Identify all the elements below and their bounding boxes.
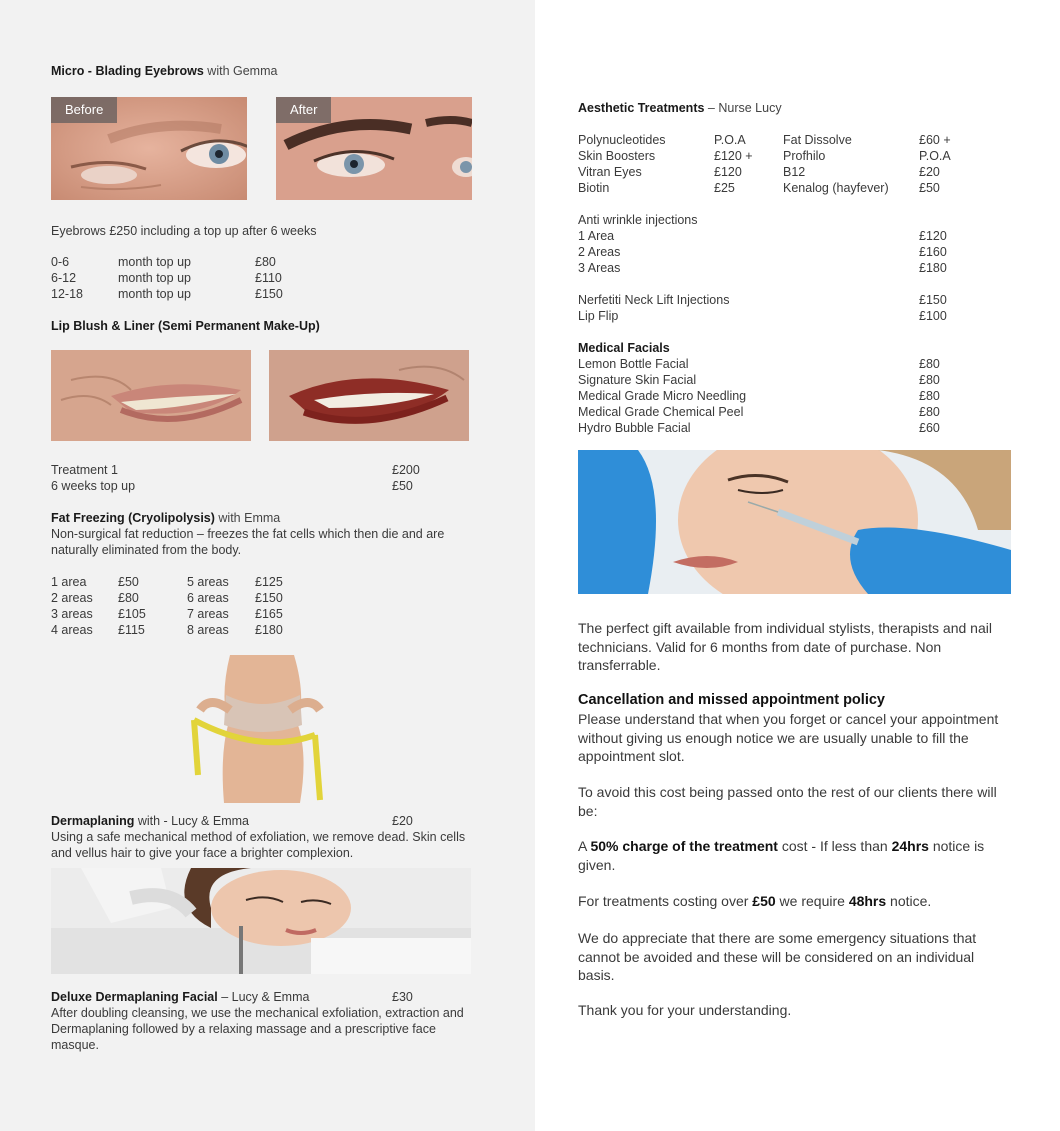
dermaplaning-photo: [51, 868, 471, 974]
lip-before-photo: [51, 350, 251, 441]
gift-text: The perfect gift available from individual stylists, therapists and nail technicians. Valid for 6 months from date of purchase. Non transferrable.: [578, 620, 992, 673]
after-eyebrow-photo: [276, 97, 472, 200]
medical-facial-row: Medical Grade Micro Needling £80: [578, 389, 940, 403]
aesthetic-title: Aesthetic Treatments: [578, 101, 705, 115]
fatfreeze-title: Fat Freezing (Cryolipolysis): [51, 511, 215, 525]
eyebrow-price-line: Eyebrows £250 including a top up after 6 weeks: [51, 224, 317, 238]
aesthetic-grid-row: Polynucleotides P.O.A Fat Dissolve £60 +: [578, 133, 951, 147]
medical-facial-row: Signature Skin Facial £80: [578, 373, 940, 387]
fatfreeze-heading: [51, 510, 280, 526]
dermaplaning-with: with - Lucy & Emma: [137, 814, 249, 828]
lipblush-heading: Lip Blush & Liner (Semi Permanent Make-Up): [51, 319, 320, 333]
aesthetic-grid-row: Biotin £25 Kenalog (hayfever) £50: [578, 181, 940, 195]
policy-paragraph-2: To avoid this cost being passed onto the rest of our clients there will be:: [578, 784, 997, 819]
policy-paragraph-6: Thank you for your understanding.: [578, 1002, 792, 1018]
lip-after-photo: [269, 350, 469, 441]
medical-facials-title: Medical Facials: [578, 341, 670, 355]
dermaplaning-title: Dermaplaning: [51, 814, 135, 828]
deluxe-price: £30: [392, 990, 413, 1004]
topup-row: 0-6 month top up £80: [51, 255, 276, 269]
microblading-title: Micro - Blading Eyebrows: [51, 64, 204, 78]
fatfreeze-body-photo: [190, 655, 330, 803]
aesthetic-heading: [578, 100, 782, 116]
fatfreeze-price-row: 3 areas £105 7 areas £165: [51, 607, 283, 621]
policy-paragraph-4: For treatments costing over £50 we require 48hrs notice.: [578, 893, 932, 909]
microblading-heading: [51, 63, 277, 79]
extra-treatment-row: Nerfetiti Neck Lift Injections £150: [578, 293, 947, 307]
lipblush-row: Treatment 1 £200: [51, 463, 420, 477]
topup-row: 6-12 month top up £110: [51, 271, 282, 285]
topup-row: 12-18 month top up £150: [51, 287, 283, 301]
extra-treatment-row: Lip Flip £100: [578, 309, 947, 323]
anti-wrinkle-row: 2 Areas £160: [578, 245, 947, 259]
before-eyebrow-photo: [51, 97, 247, 200]
medical-facial-row: Medical Grade Chemical Peel £80: [578, 405, 940, 419]
dermaplaning-price: £20: [392, 814, 413, 828]
deluxe-with: – Lucy & Emma: [221, 990, 310, 1004]
injection-photo: [578, 450, 1011, 594]
fatfreeze-with: with Emma: [218, 511, 281, 525]
dermaplaning-heading: [51, 813, 431, 829]
anti-wrinkle-title: Anti wrinkle injections: [578, 213, 698, 227]
policy-paragraph-5: We do appreciate that there are some emergency situations that cannot be avoided and these will be considered on an individual basis.: [578, 930, 977, 983]
fatfreeze-desc: Non-surgical fat reduction – freezes the fat cells which then die and are naturally eliminated from the body.: [51, 527, 445, 557]
policy-paragraph-1: Please understand that when you forget or cancel your appointment without giving us enough notice we are usually unable to fill the appointment slot.: [578, 711, 999, 764]
dermaplaning-desc: Using a safe mechanical method of exfoliation, we remove dead. Skin cells and vellus hair to give your face a brighter complexion.: [51, 830, 466, 860]
aesthetic-grid-row: Vitran Eyes £120 B12 £20: [578, 165, 940, 179]
deluxe-heading: [51, 989, 431, 1005]
anti-wrinkle-row: 1 Area £120: [578, 229, 947, 243]
medical-facial-row: Lemon Bottle Facial £80: [578, 357, 940, 371]
after-label: After: [276, 97, 331, 123]
deluxe-title: Deluxe Dermaplaning Facial: [51, 990, 218, 1004]
anti-wrinkle-row: 3 Areas £180: [578, 261, 947, 275]
microblading-with: with Gemma: [207, 64, 278, 78]
medical-facial-row: Hydro Bubble Facial £60: [578, 421, 940, 435]
deluxe-desc: After doubling cleansing, we use the mechanical exfoliation, extraction and Dermaplaning followed by a relaxing massage and a prescriptive face masque.: [51, 1006, 464, 1052]
fatfreeze-price-row: 1 area £50 5 areas £125: [51, 575, 283, 589]
policy-paragraph-3: A 50% charge of the treatment cost - If less than 24hrs notice is given.: [578, 838, 985, 873]
before-label: Before: [51, 97, 117, 123]
policy-title: Cancellation and missed appointment policy: [578, 692, 885, 708]
aesthetic-with: – Nurse Lucy: [707, 101, 782, 115]
fatfreeze-price-row: 4 areas £115 8 areas £180: [51, 623, 283, 637]
aesthetic-grid-row: Skin Boosters £120 + Profhilo P.O.A: [578, 149, 951, 163]
fatfreeze-price-row: 2 areas £80 6 areas £150: [51, 591, 283, 605]
lipblush-row: 6 weeks top up £50: [51, 479, 413, 493]
